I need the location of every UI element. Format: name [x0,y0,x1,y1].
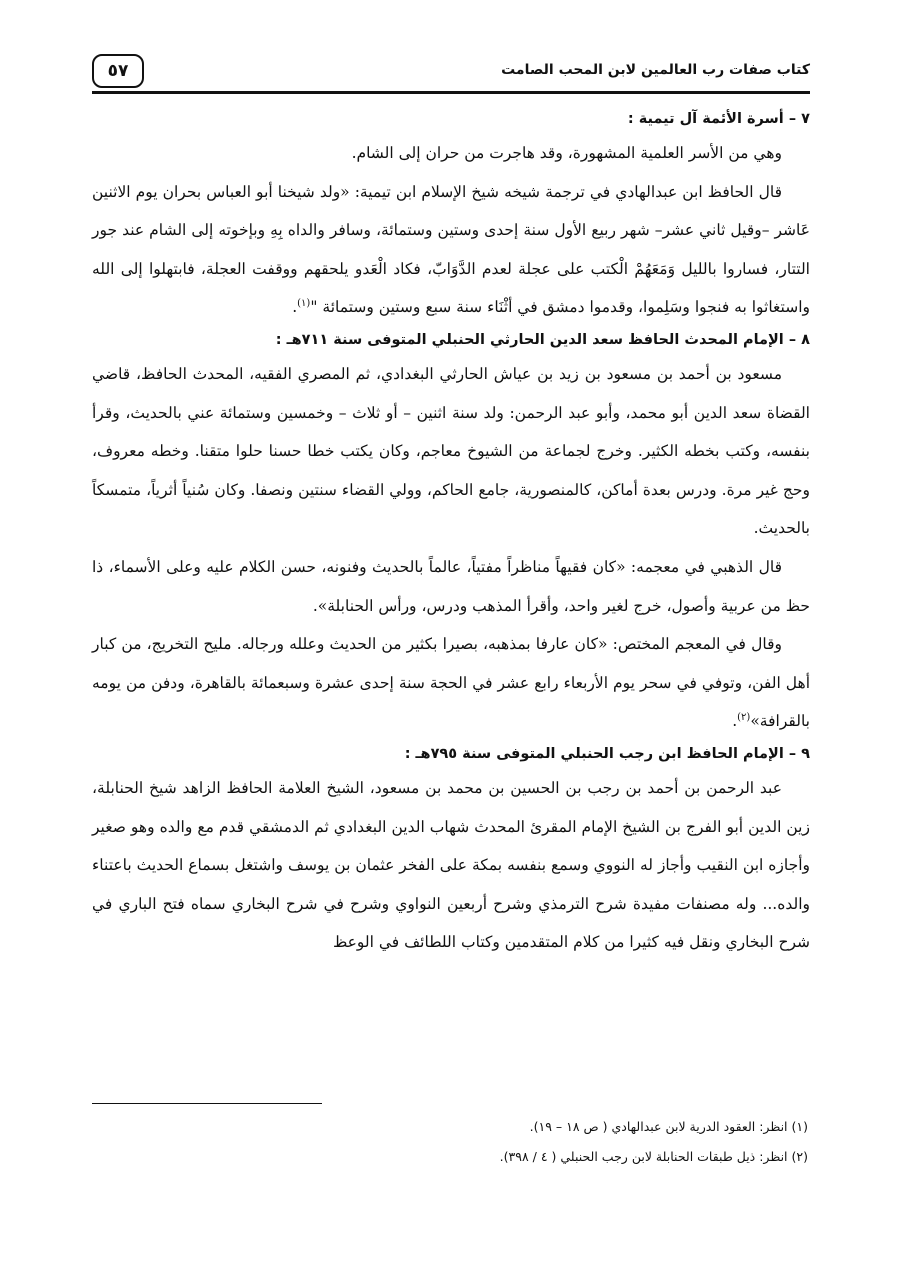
section-ibn-rajab [92,741,810,962]
page-number: ٥٧ [92,54,144,88]
footnote-divider [92,1103,322,1104]
paragraph: قال الحافظ ابن عبدالهادي في ترجمة شيخه شيخ الإسلام ابن تيمية: «ولد شيخنا أبو العباس بحران يوم الاثنين عَاشر –وقيل ثاني عشر– شهر ربيع الأول سنة إحدى وستين وستمائة، وسافر والداه بِهِ وبإخوته إلى الشام عند جور التتار، فساروا بالليل وَمَعَهُمْ الْكتب على عجلة لعدم الدَّوَابّ، فكاد الْعَدو يلحقهم ووقفت العجلة، فابتهلوا إلى الله واستغاثوا به فنجوا وسَلِموا، وقدموا دمشق في أثْنَاء سنة سبع وستين وستمائة "$^{(١)}$. [92,182,810,317]
section-heading: ٩ – الإمام الحافظ ابن رجب الحنبلي المتوفى سنة ٧٩٥هـ : [404,745,810,762]
paragraph: وهي من الأسر العلمية المشهورة، وقد هاجرت من حران إلى الشام. [351,144,782,162]
book-title: كتاب صفات رب العالمين لابن المحب الصامت [501,62,810,78]
paragraph: وقال في المعجم المختص: «كان عارفا بمذهبه، بصيرا بكثير من الحديث وعلله ورجاله. مليح التخريج، من كبار أهل الفن، وتوفي في سحر يوم الأربعاء رابع عشر في الحجة سنة إحدى عشرة وسبعمائة بالقاهرة، ودفن من يومه بالقرافة»$^{(٢)}$. [92,635,810,731]
footnotes [90,1112,808,1172]
page-header [92,54,810,94]
section-al-taymiyya-family [92,106,810,327]
paragraph-text: وقال في المعجم المختص: «كان عارفا بمذهبه، بصيرا بكثير من الحديث وعلله ورجاله. مليح التخريج، من كبار أهل الفن، وتوفي في سحر يوم الأربعاء رابع عشر في الحجة سنة إحدى عشرة وسبعمائة بالقاهرة، ودفن من يومه بالقرافة» [92,635,810,731]
footnote-2: (٢) انظر: ذيل طبقات الحنابلة لابن رجب الحنبلي ( ٤ / ٣٩٨). [499,1149,808,1164]
section-heading: ٨ – الإمام المحدث الحافظ سعد الدين الحارثي الحنبلي المتوفى سنة ٧١١هـ : [275,331,810,348]
footnote-1: (١) انظر: العقود الدرية لابن عبدالهادي ( ص ١٨ – ١٩). [529,1119,808,1134]
section-saad-al-harithi [92,327,810,741]
footnote-mark[interactable]: (٢) [737,712,751,724]
section-heading: ٧ – أسرة الأئمة آل تيمية : [627,111,810,127]
main-content [92,106,810,962]
paragraph: قال الذهبي في معجمه: «كان فقيهاً مناظراً مفتياً، عالماً بالحديث وفنونه، حسن الكلام عليه وعلى الأسماء، ذا حظ من عربية وأصول، خرج لغير واحد، وأقرأ المذهب ودرس، ورأس الحنابلة». [92,557,810,615]
paragraph-text: قال الحافظ ابن عبدالهادي في ترجمة شيخه شيخ الإسلام ابن تيمية: «ولد شيخنا أبو العباس بحران يوم الاثنين عَاشر –وقيل ثاني عشر– شهر ربيع الأول سنة إحدى وستين وستمائة، وسافر والداه بِهِ وبإخوته إلى الشام عند جور التتار، فساروا بالليل وَمَعَهُمْ الْكتب على عجلة لعدم الدَّوَابّ، فكاد الْعَدو يلحقهم ووقفت العجلة، فابتهلوا إلى الله واستغاثوا به فنجوا وسَلِموا، وقدموا دمشق في أثْنَاء سنة سبع وستين وستمائة " [92,182,810,317]
paragraph: مسعود بن أحمد بن مسعود بن زيد بن عياش الحارثي البغدادي، ثم المصري الفقيه، المحدث الحافظ، قاضي القضاة سعد الدين أبو محمد، وأبو عبد الرحمن: ولد سنة اثنين – أو ثلاث – وخمسين وستمائة عني بالحديث، وقرأ بنفسه، وكتب بخطه الكثير. وخرج لجماعة من الشيوخ معاجم، وكان يكتب خطا حسنا حلوا متقنا. وخطه معروف، وحج غير مرة. ودرس بعدة أماكن، كالمنصورية، جامع الحاكم، وولي القضاء سنتين ونصفا. وكان سُنياً أثرياً، متمسكاً بالحديث. [92,364,810,538]
paragraph: عبد الرحمن بن أحمد بن رجب بن الحسين بن محمد بن مسعود، الشيخ العلامة الحافظ الزاهد شيخ الحنابلة، زين الدين أبو الفرج بن الشيخ الإمام المقرئ المحدث شهاب الدين البغدادي ثم الدمشقي قدم مع والده وهو صغير وأجازه ابن النقيب وأجاز له النووي وسمع بنفسه بمكة على الفخر عثمان بن يوسف واشتغل بسماع الحديث باعتناء والده... وله مصنفات مفيدة شرح الترمذي وشرح أربعين النواوي وشرح في شرح البخاري سماه فتح الباري في شرح البخاري ونقل فيه كثيرا من كلام المتقدمين وكتاب اللطائف في الوعظ [92,778,810,952]
footnote-mark[interactable]: (١) [297,298,311,310]
header-divider [92,91,810,94]
